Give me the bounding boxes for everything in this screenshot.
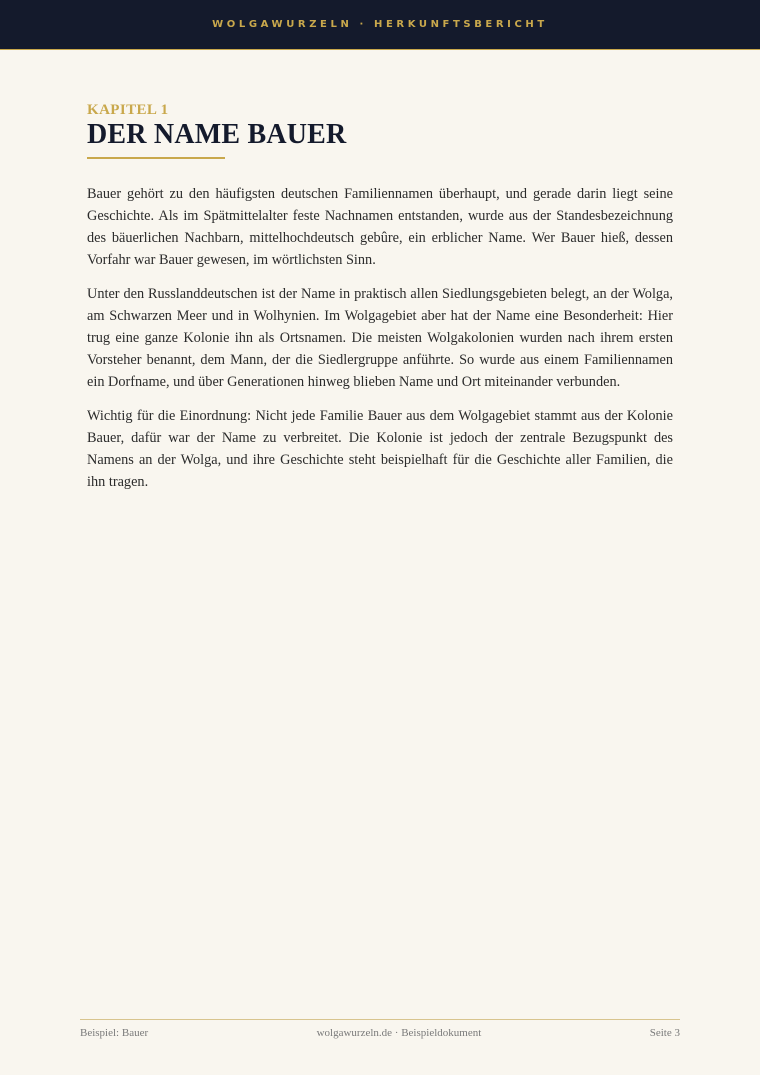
chapter-title: DER NAME BAUER: [87, 119, 347, 150]
footer-left-text: Beispiel: Bauer: [80, 1027, 149, 1039]
footer-page-number: Seite 3: [649, 1027, 680, 1039]
paragraph-1: Bauer gehört zu den häufigsten deutschen Familiennamen überhaupt, und gerade darin liegt seine Geschichte. Als im Spätmittelalter feste Nachnamen entstanden, wurde aus der Standesbezeichnung des bäuerlichen Nachbarn, mittelhochdeutsch gebûre, ein erblicher Name. Wer Bauer hieß, dessen Vorfahr war Bauer gewesen, im wörtlichsten Sinn.: [87, 186, 673, 268]
page-footer: [80, 1027, 680, 1039]
header-brand-line: WOLGAWURZELN · HERKUNFTSBERICHT: [212, 19, 548, 30]
paragraph-2: Unter den Russlanddeutschen ist der Name in praktisch allen Siedlungsgebieten belegt, an der Wolga, am Schwarzen Meer und in Wolhynien. Im Wolgagebiet aber hat der Name eine Besonderheit: Hier trug eine ganze Kolonie ihn als Ortsnamen. Die meisten Wolgakolonien wurden nach ihrem ersten Vorsteher benannt, dem Mann, der die Siedlergruppe anführte. So wurde aus einem Familiennamen ein Dorfname, und über Generationen hinweg blieben Name und Ort miteinander verbunden.: [87, 286, 673, 390]
document-header-bar: [0, 0, 760, 50]
footer-center-text: wolgawurzeln.de · Beispieldokument: [316, 1027, 482, 1039]
paragraph-3: Wichtig für die Einordnung: Nicht jede Familie Bauer aus dem Wolgagebiet stammt aus der Kolonie Bauer, dafür war der Name zu verbreitet. Die Kolonie ist jedoch der zentrale Bezugspunkt des Namens an der Wolga, und ihre Geschichte steht beispielhaft für die Geschichte aller Familien, die ihn tragen.: [87, 408, 673, 490]
chapter-label: KAPITEL 1: [87, 102, 169, 118]
footer-rule: [80, 1019, 680, 1020]
title-underline-rule: [87, 157, 225, 159]
chapter-body: [87, 183, 673, 505]
